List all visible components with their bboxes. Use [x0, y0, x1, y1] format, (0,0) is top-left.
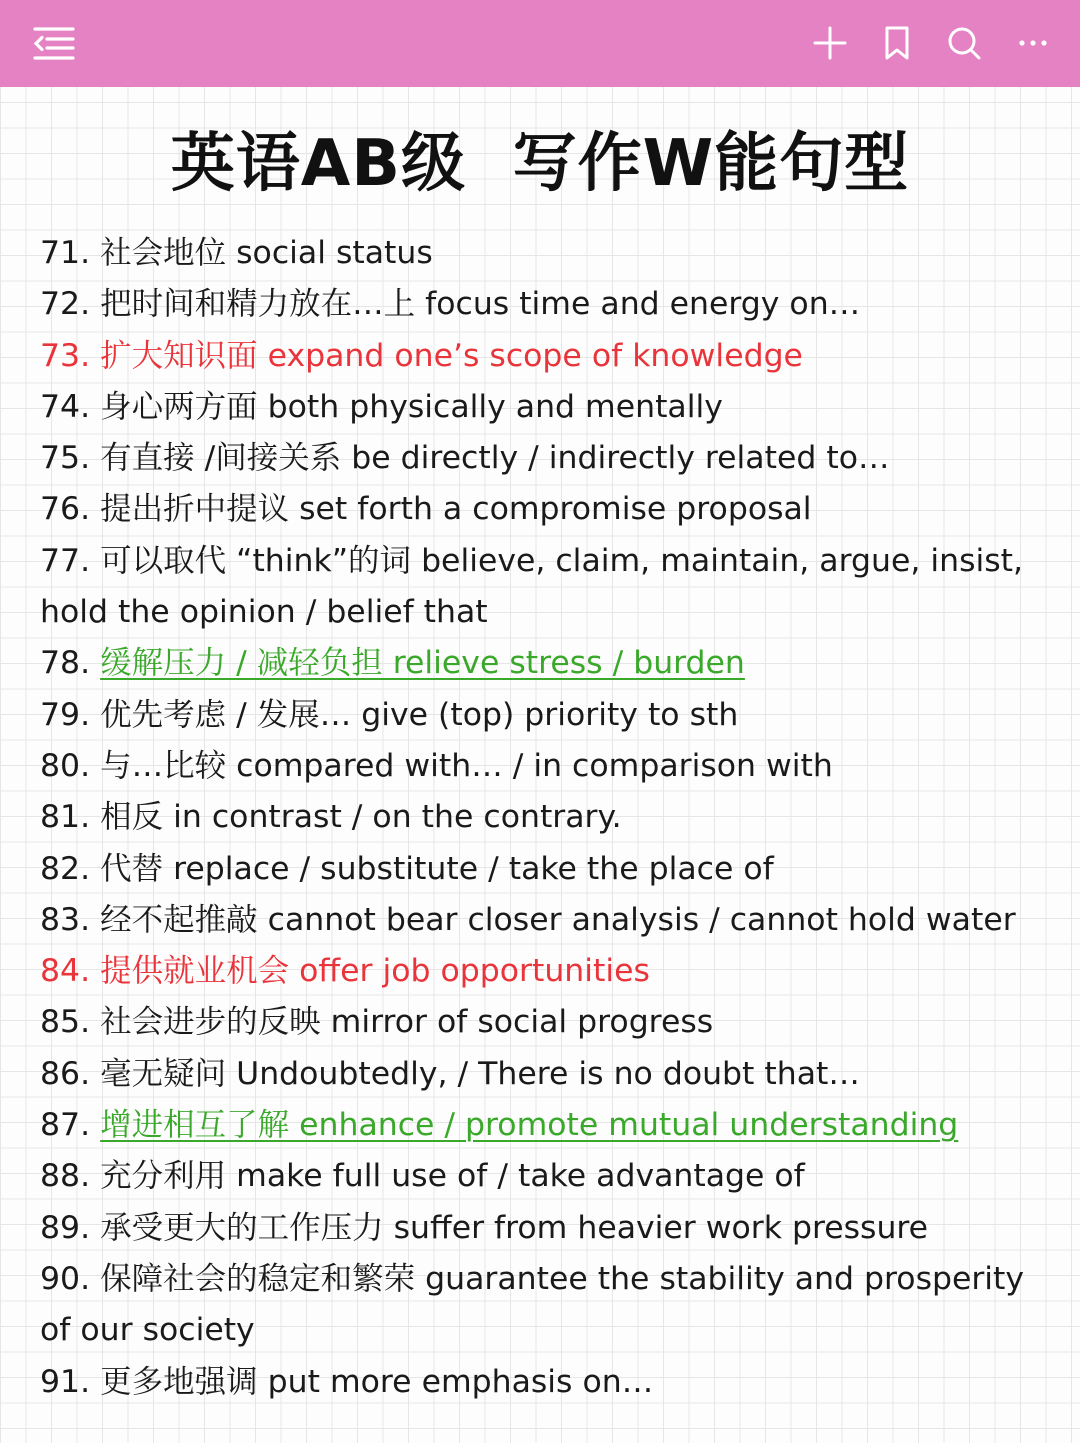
search-icon[interactable] [941, 20, 987, 66]
item-number: 71. [40, 235, 91, 271]
item-number: 85. [40, 1004, 91, 1041]
item-text: 扩大知识面 expand one’s scope of knowledge [100, 337, 803, 374]
list-item [40, 1151, 1050, 1202]
more-icon[interactable] [1010, 20, 1056, 66]
item-text: 充分利用 make full use of / take advantage of [100, 1158, 805, 1195]
list-item [40, 279, 1050, 330]
list-item [40, 1203, 1050, 1254]
item-number: 84. [40, 953, 91, 990]
item-number: 82. [40, 850, 91, 887]
list-item [40, 997, 1050, 1048]
item-number: 74. [40, 388, 91, 425]
item-number: 90. [40, 1260, 91, 1297]
item-text: 可以取代 “think”的词 believe, claim, maintain, argue, insist, hold the opinion / belief that [40, 542, 1024, 631]
item-number: 80. [40, 747, 91, 784]
list-item [40, 484, 1050, 535]
list-item [40, 895, 1050, 946]
list-item [40, 228, 1050, 279]
item-text: 提供就业机会 offer job opportunities [100, 953, 650, 990]
item-number: 91. [40, 1363, 91, 1400]
item-text: 把时间和精力放在…上 focus time and energy on… [100, 286, 861, 323]
item-text: 代替 replace / substitute / take the place of [100, 850, 774, 887]
item-text: 有直接 /间接关系 be directly / indirectly related to… [100, 440, 890, 477]
top-toolbar [0, 0, 1080, 87]
item-number: 73. [40, 337, 91, 374]
list-item [40, 1049, 1050, 1100]
list-item [40, 844, 1050, 895]
item-number: 79. [40, 696, 91, 733]
item-text: 保障社会的稳定和繁荣 guarantee the stability and prosperity of our society [40, 1260, 1025, 1349]
item-text: 优先考虑 / 发展… give (top) priority to sth [100, 696, 739, 733]
list-item [40, 638, 1050, 689]
item-number: 76. [40, 491, 91, 528]
item-number: 89. [40, 1209, 91, 1246]
item-number: 86. [40, 1055, 91, 1092]
item-text: 提出折中提议 set forth a compromise proposal [100, 491, 812, 528]
item-number: 75. [40, 440, 91, 477]
list-item [40, 433, 1050, 484]
item-number: 77. [40, 542, 91, 579]
list-item [40, 690, 1050, 741]
menu-collapse-icon[interactable] [31, 20, 77, 66]
item-text: 缓解压力 / 减轻负担 relieve stress / burden [100, 645, 745, 682]
item-text: 相反 in contrast / on the contrary. [100, 799, 622, 836]
item-number: 88. [40, 1158, 91, 1195]
item-text: 经不起推敲 cannot bear closer analysis / cannot hold water [100, 901, 1016, 938]
item-text: 更多地强调 put more emphasis on… [100, 1363, 654, 1400]
item-text: 增进相互了解 enhance / promote mutual understanding [100, 1107, 959, 1144]
item-text: 毫无疑问 Undoubtedly, / There is no doubt that… [100, 1055, 860, 1092]
list-item [40, 792, 1050, 843]
plus-icon[interactable] [807, 20, 853, 66]
phrase-list [40, 228, 1050, 1408]
item-text: 身心两方面 both physically and mentally [100, 388, 723, 425]
bookmark-icon[interactable] [874, 20, 920, 66]
list-item [40, 331, 1050, 382]
list-item [40, 536, 1050, 639]
list-item [40, 1254, 1050, 1357]
list-item [40, 382, 1050, 433]
item-number: 87. [40, 1107, 91, 1144]
list-item [40, 741, 1050, 792]
page-title: 英语AB级 写作W能句型 [170, 127, 910, 201]
item-text: 社会进步的反映 mirror of social progress [100, 1004, 714, 1041]
item-text: 社会地位 social status [100, 235, 433, 271]
item-number: 72. [40, 286, 91, 323]
list-item [40, 946, 1050, 997]
item-text: 承受更大的工作压力 suffer from heavier work pressure [100, 1209, 929, 1246]
item-text: 与…比较 compared with… / in comparison with [100, 747, 833, 784]
list-item [40, 1357, 1050, 1408]
item-number: 83. [40, 901, 91, 938]
item-number: 78. [40, 645, 91, 682]
item-number: 81. [40, 799, 91, 836]
list-item [40, 1100, 1050, 1151]
